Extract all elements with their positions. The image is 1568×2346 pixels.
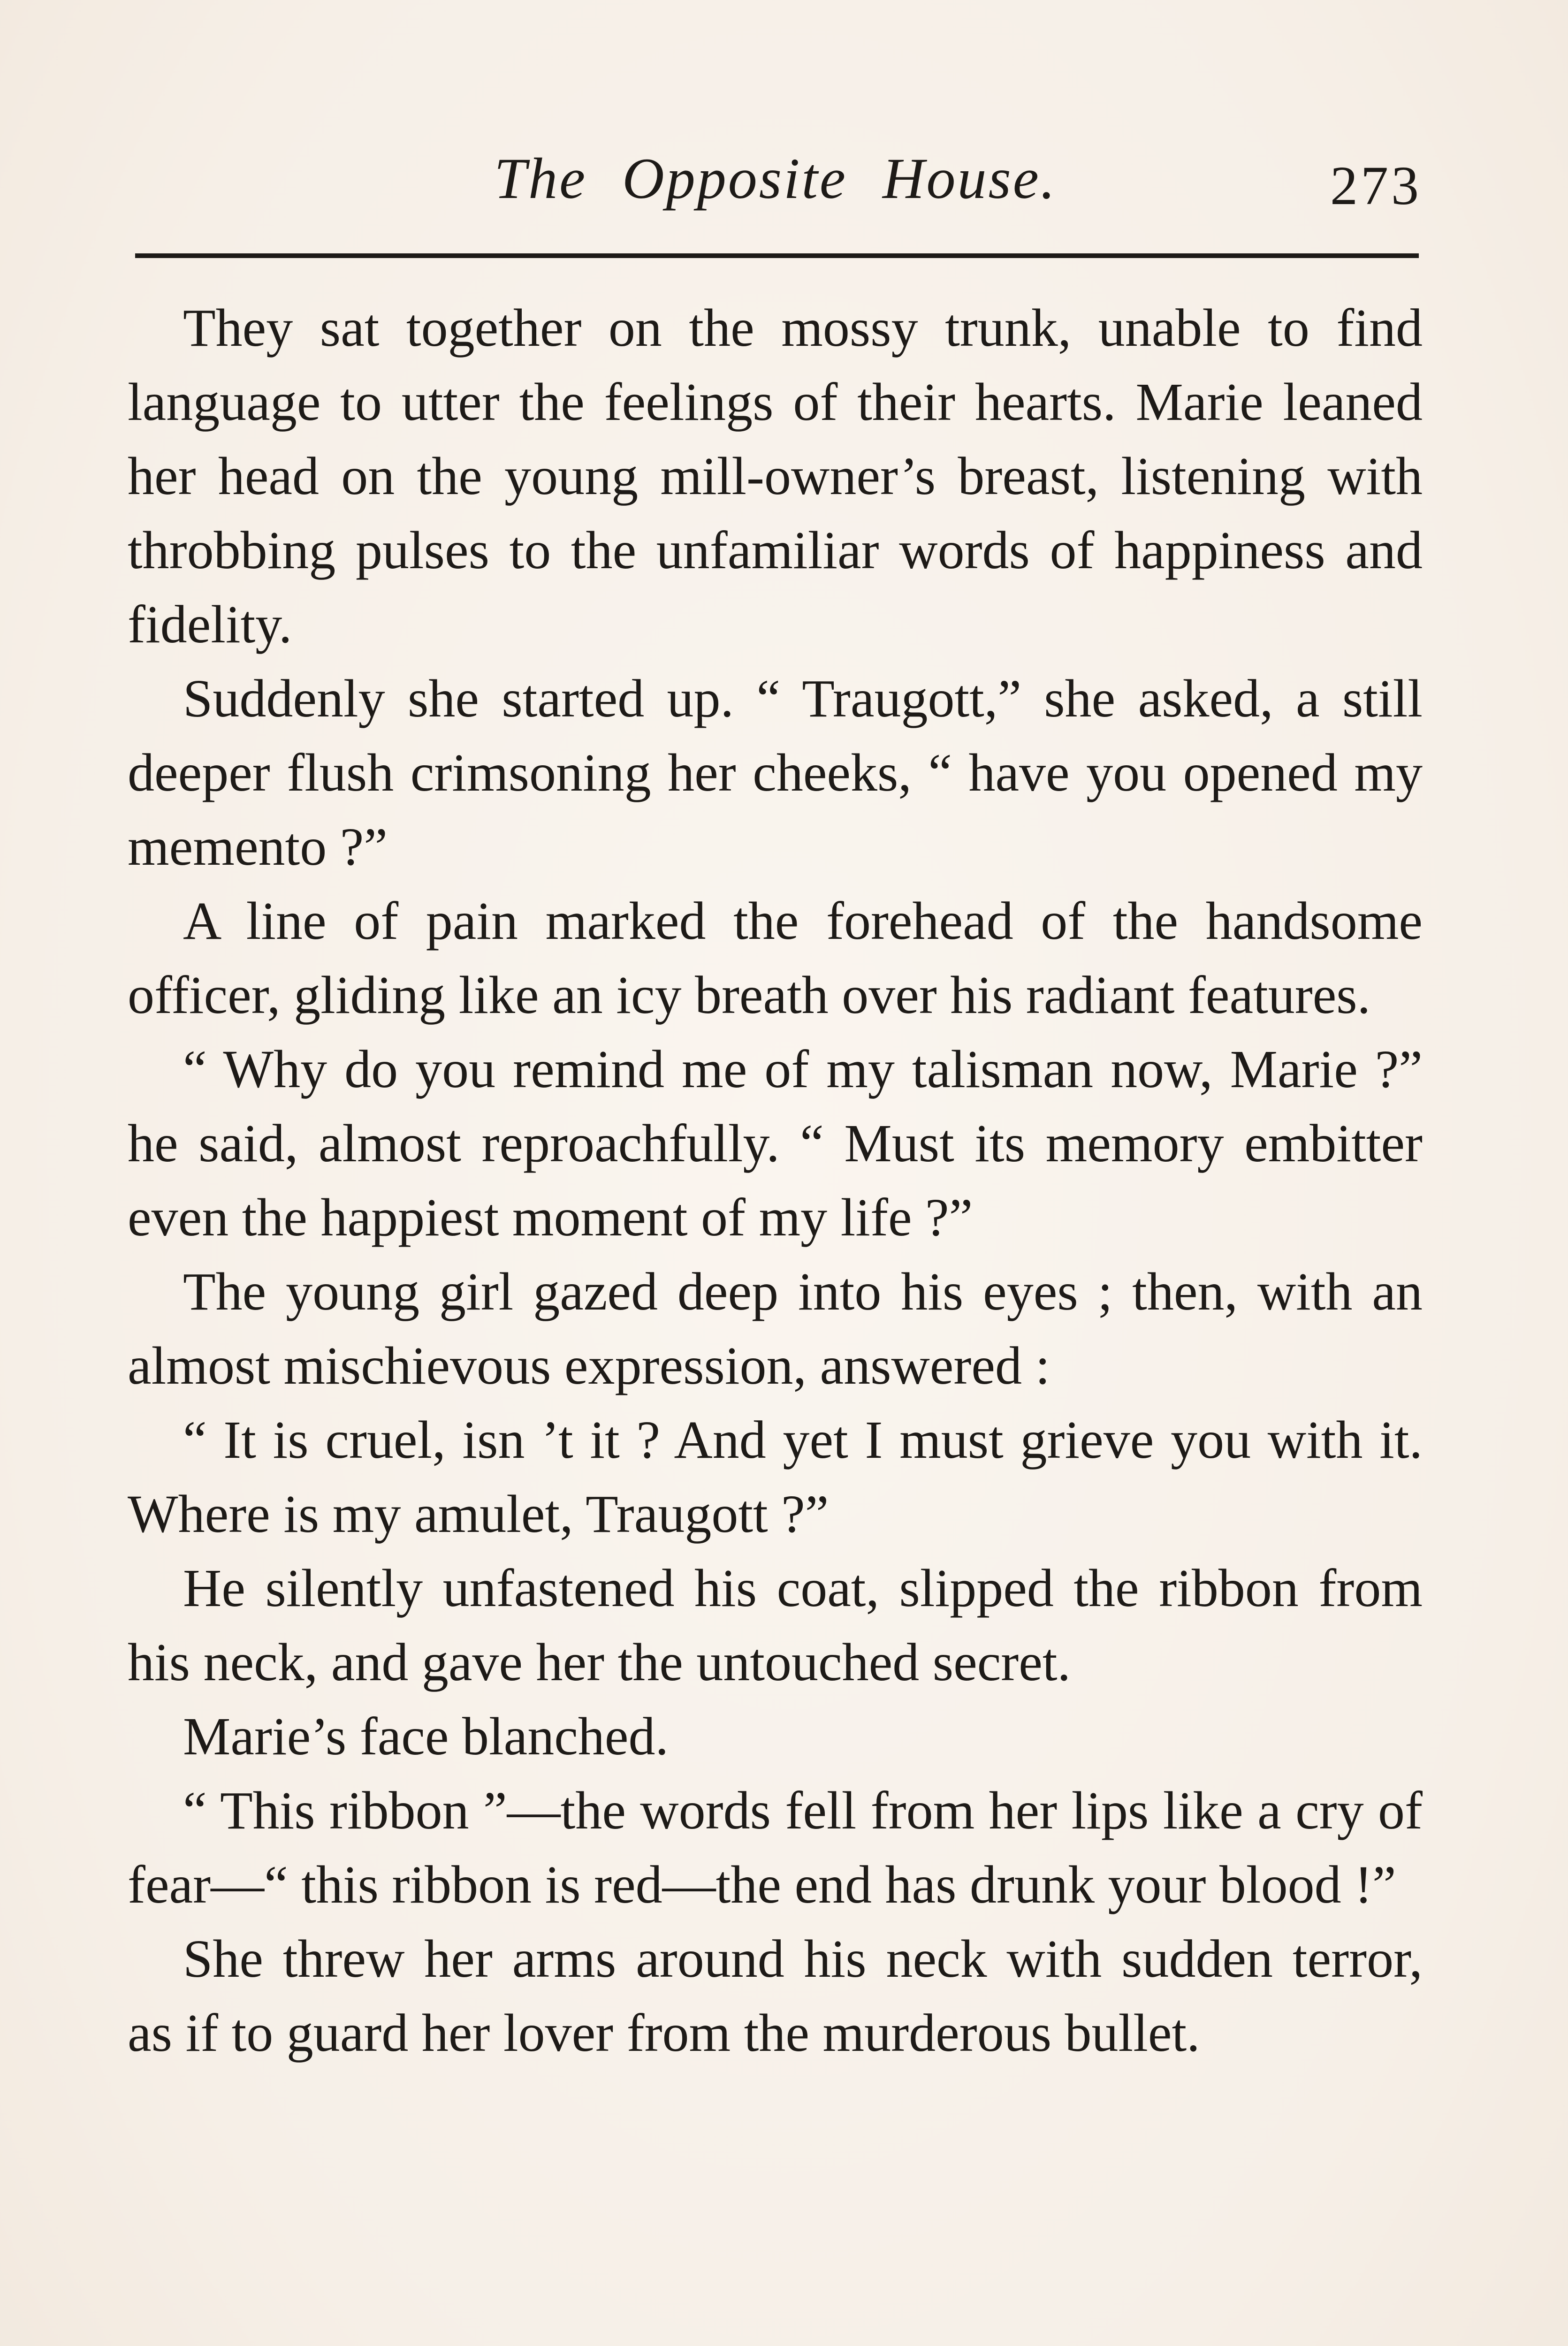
paragraph: Marie’s face blanched. — [183, 1706, 669, 1766]
paragraph: A line of pain marked the forehead of the handsome officer, gliding like an icy breath over his radiant features. — [128, 891, 1423, 1025]
paragraph: They sat together on the mossy trunk, unable to find language to utter the feelings of their hearts. Marie leaned her head on the young mill-owner’s breast, listening with throbbing pulses to the unfamiliar words of happiness and fidelity. — [128, 298, 1423, 654]
header-rule — [135, 253, 1419, 258]
body-text — [128, 291, 1423, 2070]
paragraph: He silently unfastened his coat, slipped the ribbon from his neck, and gave her the untouched secret. — [128, 1558, 1423, 1692]
paragraph: “ It is cruel, isn ’t it ? And yet I must grieve you with it. Where is my amulet, Traugott ?” — [128, 1410, 1423, 1544]
paragraph: The young girl gazed deep into his eyes ; then, with an almost mischievous expression, answered : — [128, 1262, 1423, 1395]
paragraph: She threw her arms around his neck with sudden terror, as if to guard her lover from the murderous bullet. — [128, 1929, 1423, 2063]
page-number: 273 — [1330, 155, 1422, 216]
paragraph: “ This ribbon ”—the words fell from her lips like a cry of fear—“ this ribbon is red—the end has drunk your blood !” — [128, 1781, 1423, 1914]
running-title: The Opposite House. — [494, 146, 1057, 211]
running-head — [129, 141, 1422, 221]
paragraph: Suddenly she started up. “ Traugott,” she asked, a still deeper flush crimsoning her cheeks, “ have you opened my memento ?” — [128, 669, 1423, 876]
paragraph: “ Why do you remind me of my talisman now, Marie ?” he said, almost reproachfully. “ Must its memory embitter even the happiest moment of my life ?” — [128, 1039, 1423, 1247]
